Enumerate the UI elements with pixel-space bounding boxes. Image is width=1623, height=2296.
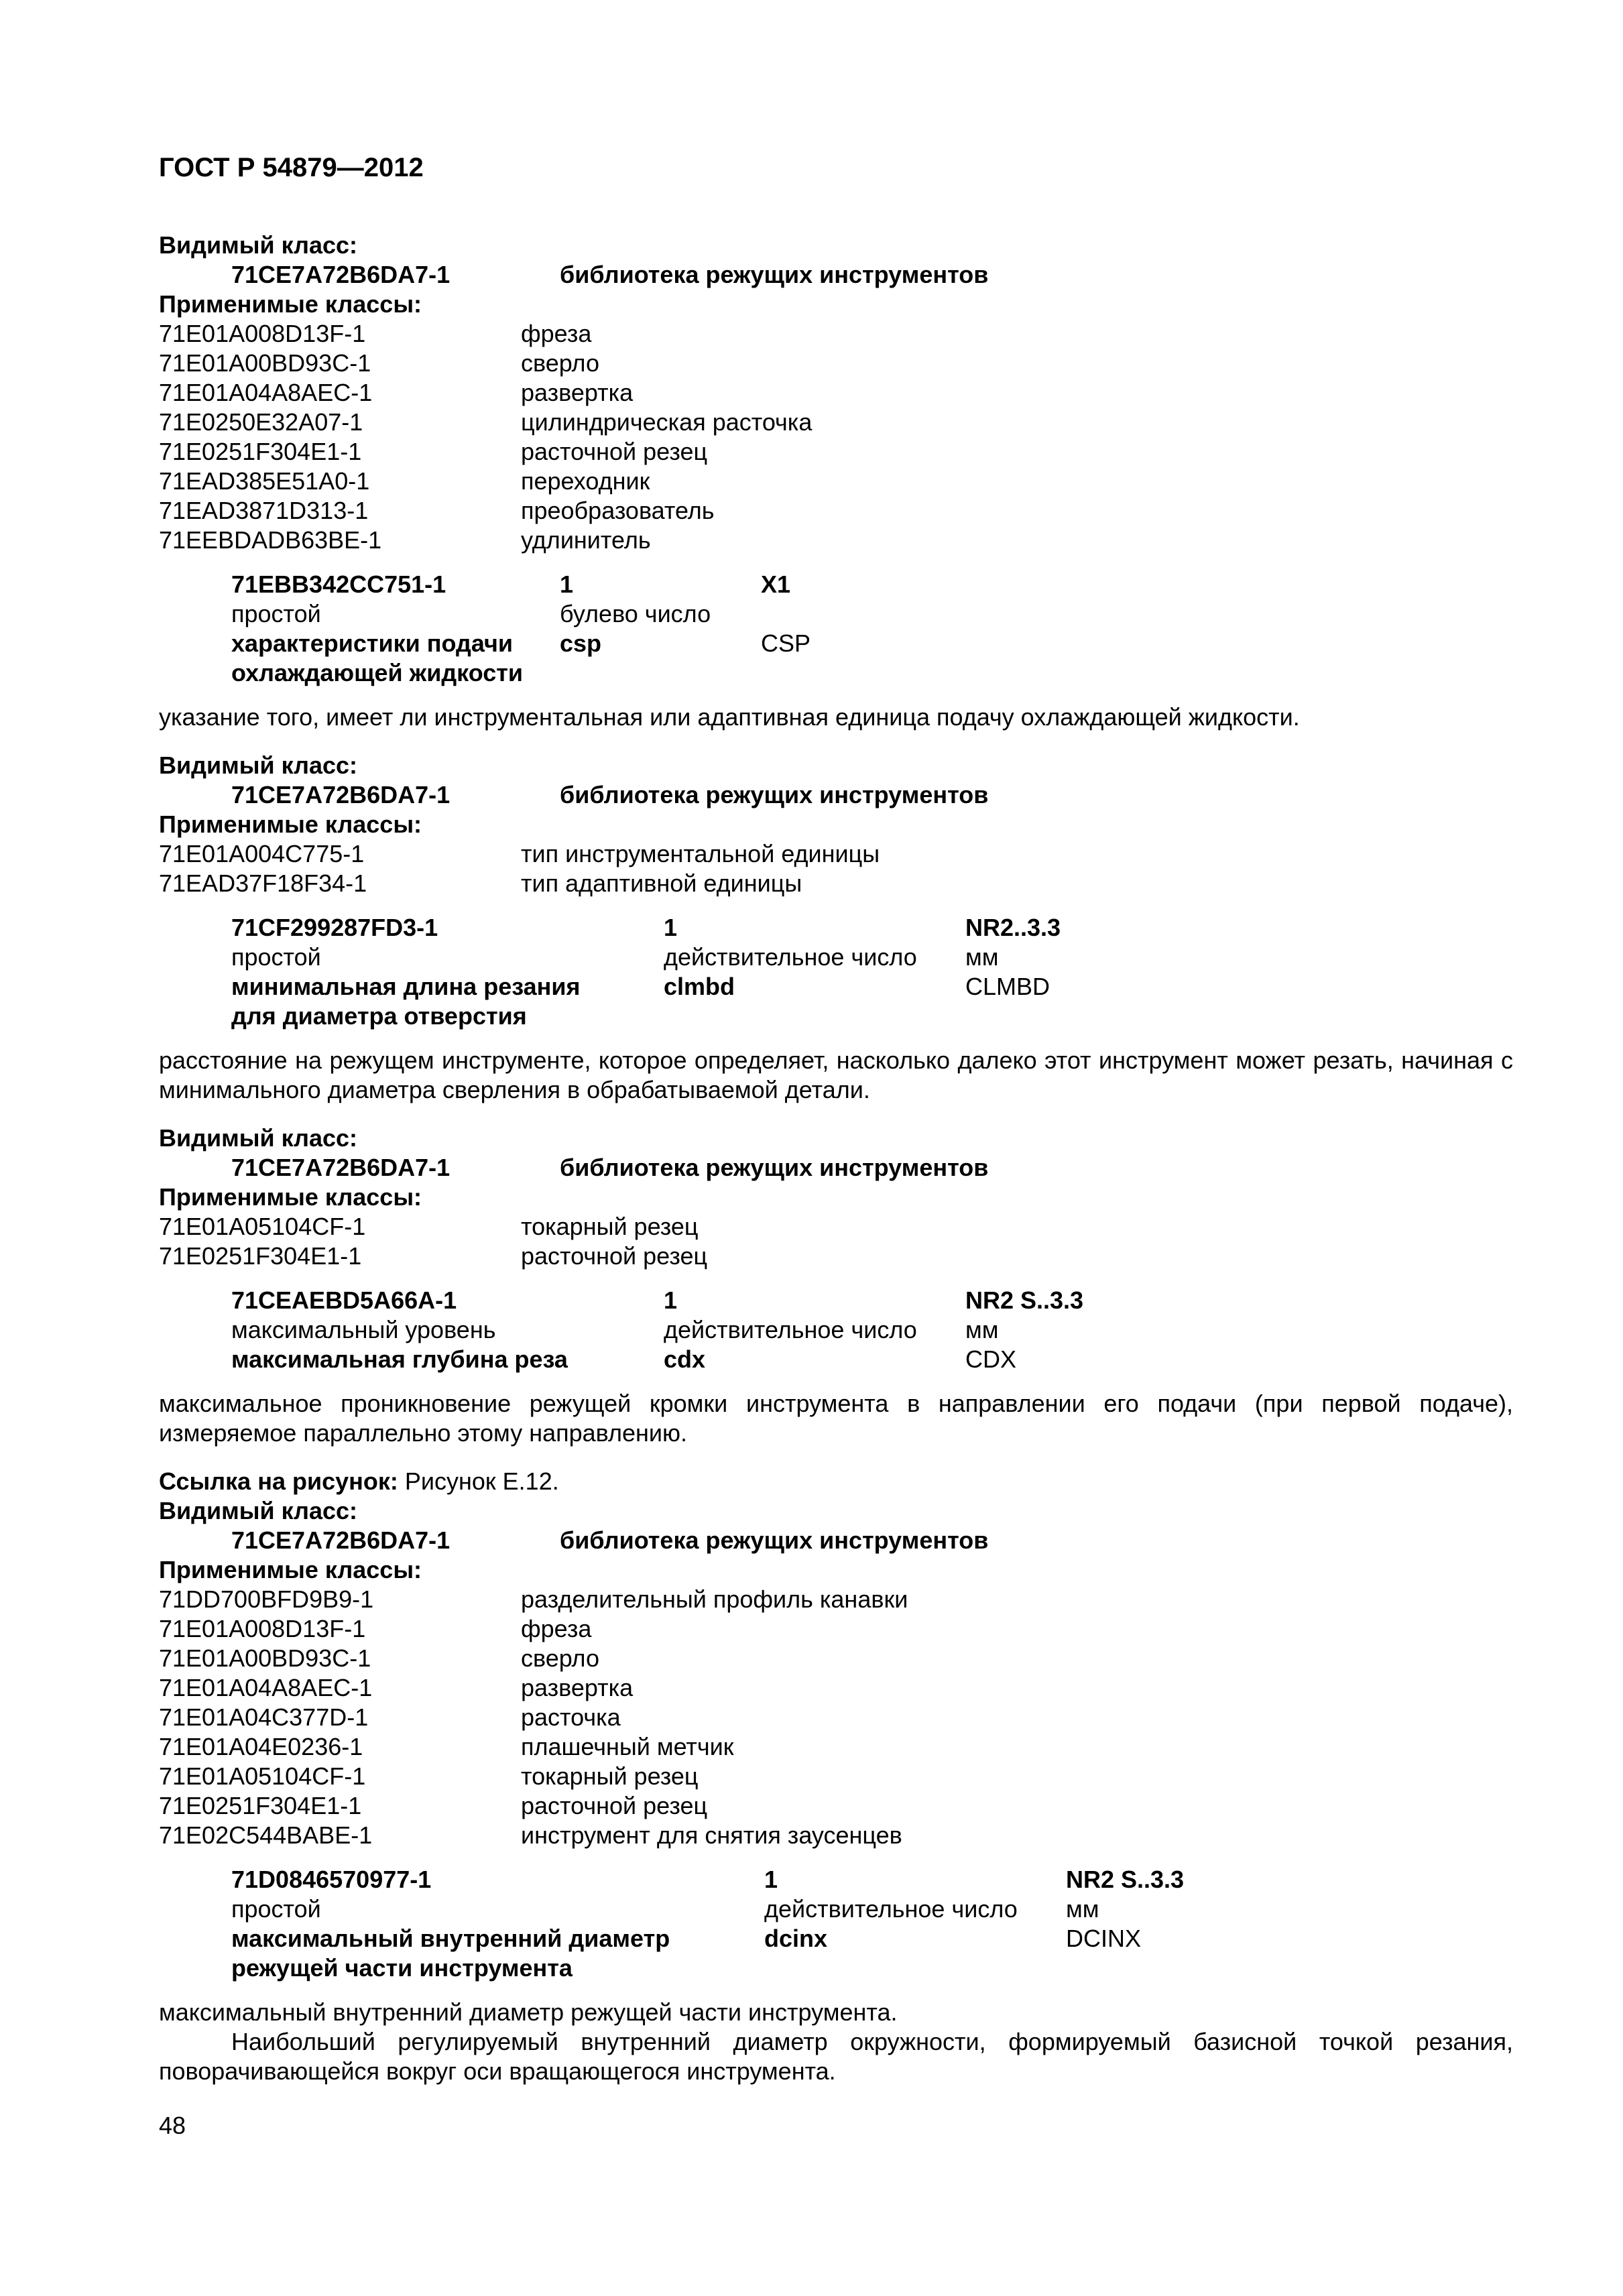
class-row <box>159 1614 1513 1644</box>
class-row <box>159 1791 1513 1821</box>
class-row <box>159 1762 1513 1791</box>
visible-class-name: библиотека режущих инструментов <box>560 1154 989 1181</box>
property-type: простой <box>231 943 321 971</box>
class-name: расточной резец <box>521 1242 708 1270</box>
visible-class-row <box>159 1153 1513 1183</box>
class-name: развертка <box>521 1674 634 1701</box>
class-name: тип инструментальной единицы <box>521 840 880 867</box>
class-name: удлинитель <box>521 526 651 554</box>
visible-class-code: 71CE7A72B6DA7-1 <box>231 1526 450 1554</box>
property-name: максимальный внутренний диаметр <box>231 1925 670 1952</box>
visible-class-label: Видимый класс: <box>159 751 357 779</box>
property-unit: мм <box>1066 1895 1099 1923</box>
property-short: CDX <box>965 1345 1017 1373</box>
class-code: 71E0251F304E1-1 <box>159 1242 362 1270</box>
property-block <box>231 1865 1513 1983</box>
class-row <box>159 378 1513 408</box>
class-code: 71DD700BFD9B9-1 <box>159 1585 374 1613</box>
class-row <box>159 1644 1513 1673</box>
property-version: 1 <box>664 1286 678 1314</box>
class-code: 71E0251F304E1-1 <box>159 438 362 465</box>
property-format: NR2 S..3.3 <box>965 1286 1084 1314</box>
class-code: 71EAD3871D313-1 <box>159 497 369 524</box>
class-name: преобразователь <box>521 497 715 524</box>
class-row <box>159 319 1513 349</box>
class-code: 71E01A05104CF-1 <box>159 1762 366 1790</box>
property-name-cont: для диаметра отверстия <box>231 1002 527 1030</box>
property-description: указание того, имеет ли инструментальная или адаптивная единица подачу охлаждающей жидкости. <box>159 703 1300 731</box>
section-2 <box>159 751 1513 1105</box>
class-code: 71E01A05104CF-1 <box>159 1213 366 1240</box>
class-code: 71EEBDADB63BE-1 <box>159 526 382 554</box>
class-code: 71E01A008D13F-1 <box>159 1615 366 1642</box>
class-row <box>159 1673 1513 1703</box>
figure-reference <box>159 1467 1513 1496</box>
class-row <box>159 839 1513 869</box>
applicable-classes-label: Применимые классы: <box>159 1556 422 1583</box>
class-code: 71EAD385E51A0-1 <box>159 467 370 495</box>
class-code: 71E01A04A8AEC-1 <box>159 1674 373 1701</box>
class-code: 71E01A00BD93C-1 <box>159 349 371 377</box>
property-id: 71CEAEBD5A66A-1 <box>231 1286 457 1314</box>
class-code: 71E01A004C775-1 <box>159 840 365 867</box>
property-type: простой <box>231 1895 321 1923</box>
property-short: DCINX <box>1066 1925 1142 1952</box>
property-version: 1 <box>560 570 574 598</box>
property-block <box>231 570 1513 688</box>
property-version: 1 <box>764 1866 778 1893</box>
class-name: расточка <box>521 1703 621 1731</box>
document-header: ГОСТ Р 54879—2012 <box>159 153 424 182</box>
visible-class-row <box>159 260 1513 290</box>
applicable-classes-label: Применимые классы: <box>159 290 422 318</box>
class-name: инструмент для снятия заусенцев <box>521 1821 902 1849</box>
class-code: 71E01A04C377D-1 <box>159 1703 369 1731</box>
class-code: 71E02C544BABE-1 <box>159 1821 373 1849</box>
class-row <box>159 496 1513 526</box>
section-4 <box>159 1467 1513 2086</box>
class-row <box>159 349 1513 378</box>
section-1 <box>159 231 1513 732</box>
class-name: фреза <box>521 1615 592 1642</box>
class-code: 71E0251F304E1-1 <box>159 1792 362 1819</box>
property-name: минимальная длина резания <box>231 973 581 1000</box>
class-code: 71E01A04E0236-1 <box>159 1733 363 1760</box>
page-number: 48 <box>159 2112 186 2139</box>
class-code: 71E0250E32A07-1 <box>159 408 363 436</box>
class-name: разделительный профиль канавки <box>521 1585 908 1613</box>
property-datatype: действительное число <box>664 1316 917 1343</box>
property-format: NR2..3.3 <box>965 914 1061 941</box>
property-type: простой <box>231 600 321 627</box>
section-3 <box>159 1124 1513 1448</box>
class-name: расточной резец <box>521 438 708 465</box>
property-format: X1 <box>761 570 791 598</box>
class-row <box>159 437 1513 467</box>
property-unit: мм <box>965 1316 999 1343</box>
property-name: максимальная глубина реза <box>231 1345 568 1373</box>
property-id: 71CF299287FD3-1 <box>231 914 438 941</box>
class-name: плашечный метчик <box>521 1733 734 1760</box>
visible-class-name: библиотека режущих инструментов <box>560 1526 989 1554</box>
property-version: 1 <box>664 914 678 941</box>
class-name: фреза <box>521 320 592 347</box>
class-name: переходник <box>521 467 650 495</box>
property-short: CLMBD <box>965 973 1050 1000</box>
property-name: характеристики подачи <box>231 629 514 657</box>
figure-reference-value[interactable]: Рисунок Е.12. <box>404 1467 559 1495</box>
property-symbol: csp <box>560 629 602 657</box>
applicable-classes-label: Применимые классы: <box>159 1183 422 1211</box>
class-name: токарный резец <box>521 1213 699 1240</box>
property-name-cont: охлаждающей жидкости <box>231 659 524 686</box>
class-row <box>159 467 1513 496</box>
class-name: цилиндрическая расточка <box>521 408 813 436</box>
class-name: расточной резец <box>521 1792 708 1819</box>
property-description: максимальный внутренний диаметр режущей части инструмента. <box>159 1998 898 2026</box>
visible-class-code: 71CE7A72B6DA7-1 <box>231 1154 450 1181</box>
class-row <box>159 1732 1513 1762</box>
property-unit: мм <box>965 943 999 971</box>
property-description-note: Наибольший регулируемый внутренний диаметр окружности, формируемый базисной точкой резания, поворачивающейся вокруг оси вращающегося инструмента. <box>159 2028 1513 2085</box>
visible-class-row <box>159 780 1513 810</box>
class-name: сверло <box>521 1644 599 1672</box>
visible-class-name: библиотека режущих инструментов <box>560 261 989 288</box>
visible-class-label: Видимый класс: <box>159 1124 357 1152</box>
class-code: 71E01A008D13F-1 <box>159 320 366 347</box>
property-block <box>231 913 1513 1031</box>
visible-class-name: библиотека режущих инструментов <box>560 781 989 808</box>
class-row <box>159 1585 1513 1614</box>
visible-class-code: 71CE7A72B6DA7-1 <box>231 261 450 288</box>
property-id: 71EBB342CC751-1 <box>231 570 446 598</box>
class-row <box>159 869 1513 898</box>
property-symbol: cdx <box>664 1345 706 1373</box>
class-code: 71E01A04A8AEC-1 <box>159 379 373 406</box>
visible-class-label: Видимый класс: <box>159 1497 357 1524</box>
class-name: развертка <box>521 379 634 406</box>
property-datatype: булево число <box>560 600 711 627</box>
class-row <box>159 408 1513 437</box>
class-row <box>159 526 1513 555</box>
visible-class-label: Видимый класс: <box>159 231 357 259</box>
property-description: расстояние на режущем инструменте, которое определяет, насколько далеко этот инструмент может резать, начиная с минимального диаметра сверления в обрабатываемой детали. <box>159 1046 1513 1103</box>
property-id: 71D0846570977-1 <box>231 1866 432 1893</box>
applicable-classes-label: Применимые классы: <box>159 810 422 838</box>
visible-class-row <box>159 1526 1513 1555</box>
property-name-cont: режущей части инструмента <box>231 1954 573 1982</box>
property-datatype: действительное число <box>664 943 917 971</box>
class-name: сверло <box>521 349 599 377</box>
class-code: 71E01A00BD93C-1 <box>159 1644 371 1672</box>
class-row <box>159 1212 1513 1242</box>
class-name: токарный резец <box>521 1762 699 1790</box>
property-datatype: действительное число <box>764 1895 1018 1923</box>
property-symbol: dcinx <box>764 1925 828 1952</box>
property-block <box>231 1286 1513 1374</box>
property-type: максимальный уровень <box>231 1316 496 1343</box>
class-row <box>159 1242 1513 1271</box>
class-row <box>159 1821 1513 1850</box>
class-code: 71EAD37F18F34-1 <box>159 869 367 897</box>
property-symbol: clmbd <box>664 973 735 1000</box>
class-name: тип адаптивной единицы <box>521 869 802 897</box>
property-format: NR2 S..3.3 <box>1066 1866 1185 1893</box>
visible-class-code: 71CE7A72B6DA7-1 <box>231 781 450 808</box>
property-description: максимальное проникновение режущей кромки инструмента в направлении его подачи (при первой подаче), измеряемое параллельно этому направлению. <box>159 1390 1513 1447</box>
figure-reference-label: Ссылка на рисунок: <box>159 1467 398 1495</box>
property-short: CSP <box>761 629 811 657</box>
class-row <box>159 1703 1513 1732</box>
